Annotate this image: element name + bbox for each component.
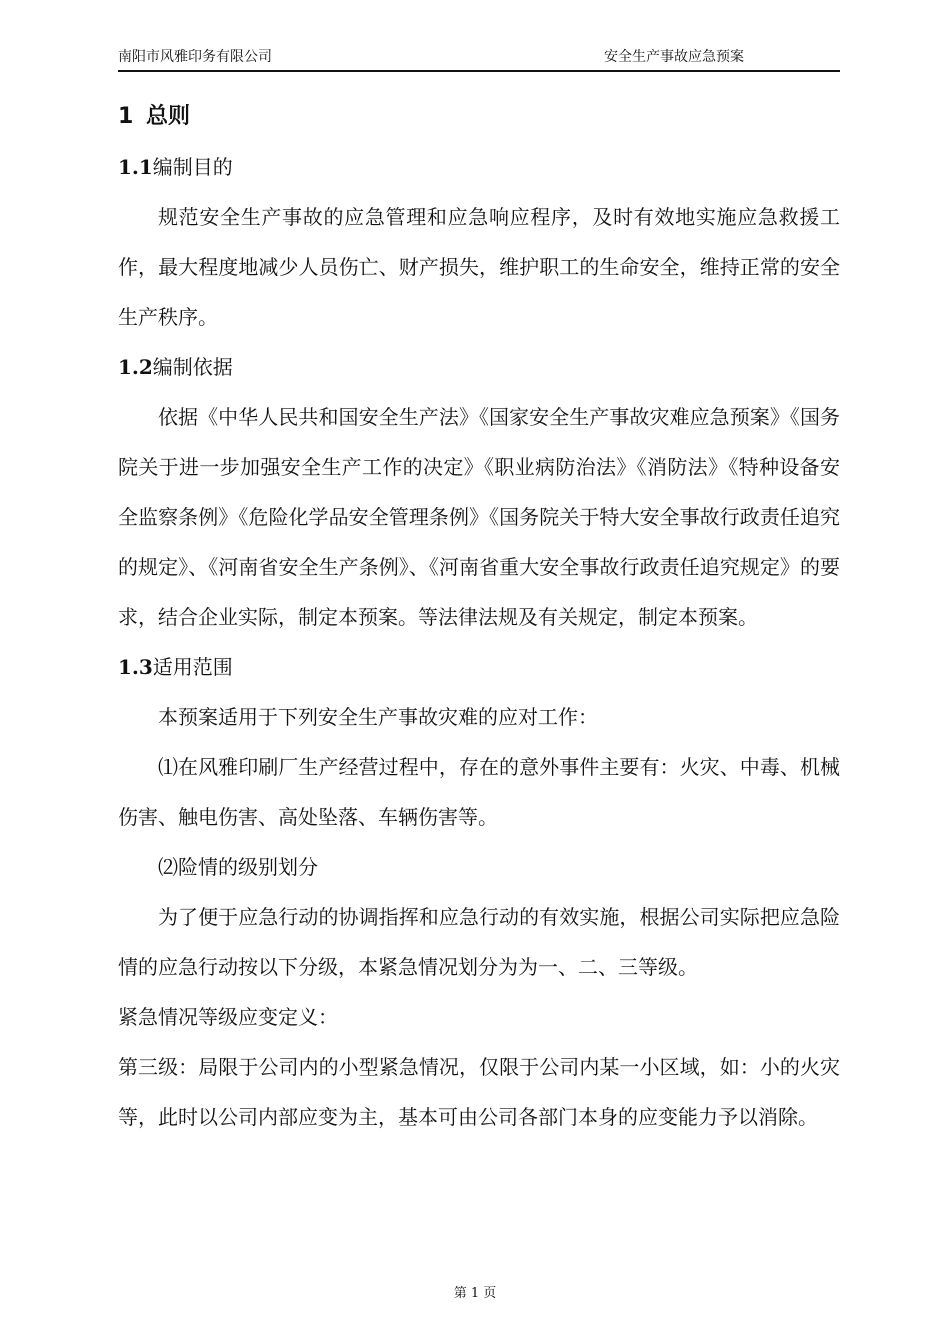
paragraph-scope-item-1: ⑴在风雅印刷厂生产经营过程中，存在的意外事件主要有：火灾、中毒、机械伤害、触电伤害、高处坠落、车辆伤害等。 (118, 755, 840, 829)
subsection-heading-1-1 (118, 142, 840, 192)
section-heading-1 (118, 92, 840, 142)
subsection-heading-1-3 (118, 642, 840, 692)
subsection-number: 1.2 (118, 355, 153, 379)
subsection-title: 适用范围 (152, 655, 233, 679)
paragraph-grading: 为了便于应急行动的协调指挥和应急行动的有效实施，根据公司实际把应急险情的应急行动按以下分级，本紧急情况划分为为一、二、三等级。 (118, 905, 840, 979)
section-number: 1 (118, 104, 134, 129)
paragraph-basis: 依据《中华人民共和国安全生产法》《国家安全生产事故灾难应急预案》《国务院关于进一步加强安全生产工作的决定》《职业病防治法》《消防法》《特种设备安全监察条例》《危险化学品安全管理条例》《国务院关于特大安全事故行政责任追究的规定》、《河南省安全生产条例》、《河南省重大安全事故行政责任追究规定》的要求，结合企业实际，制定本预案。等法律法规及有关规定，制定本预案。 (118, 405, 840, 629)
page-header (118, 40, 840, 72)
paragraph-level-definition: 紧急情况等级应变定义： (118, 1005, 338, 1029)
section-title: 总则 (146, 104, 191, 129)
subsection-heading-1-2 (118, 342, 840, 392)
paragraph-level-three: 第三级：局限于公司内的小型紧急情况，仅限于公司内某一小区域，如：小的火灾等，此时以公司内部应变为主，基本可由公司各部门本身的应变能力予以消除。 (118, 1055, 840, 1129)
page-number: 第 1 页 (453, 1286, 497, 1301)
header-company: 南阳市风雅印务有限公司 (118, 49, 272, 65)
subsection-number: 1.1 (118, 155, 153, 179)
subsection-title: 编制目的 (152, 155, 233, 179)
subsection-number: 1.3 (118, 655, 153, 679)
paragraph-purpose: 规范安全生产事故的应急管理和应急响应程序，及时有效地实施应急救援工作，最大程度地减少人员伤亡、财产损失，维护职工的生命安全，维持正常的安全生产秩序。 (118, 205, 840, 329)
paragraph-scope-item-2: ⑵险情的级别划分 (158, 855, 318, 879)
page-body (118, 92, 840, 1142)
header-doc-title: 安全生产事故应急预案 (604, 49, 744, 65)
paragraph-scope-intro: 本预案适用于下列安全生产事故灾难的应对工作： (158, 705, 598, 729)
subsection-title: 编制依据 (152, 355, 233, 379)
